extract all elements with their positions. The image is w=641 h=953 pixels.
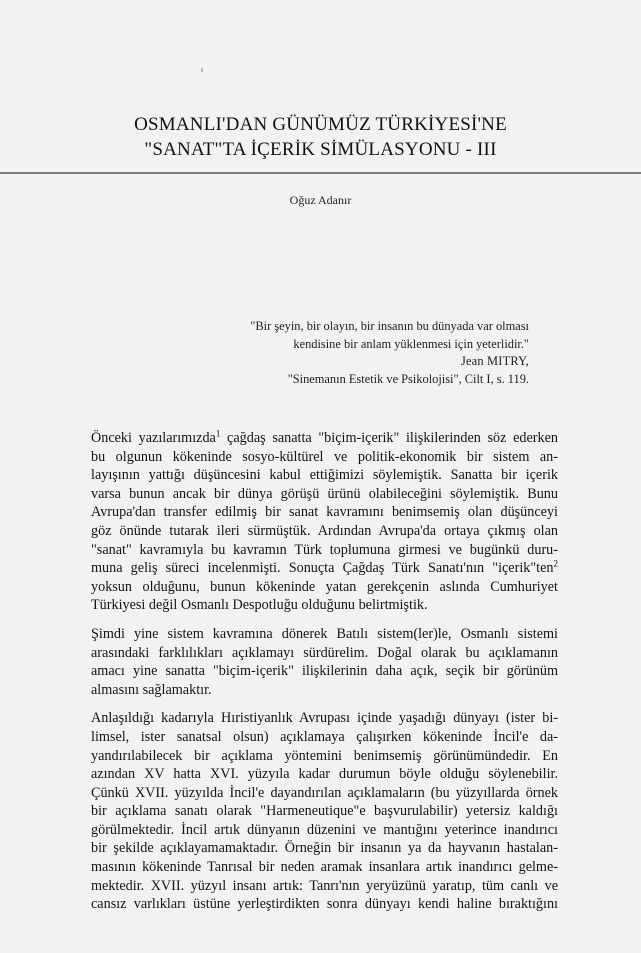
paragraph-line: görülmektedir. İncil artık dünyanın düzenini ve mantığını yeterince inandırıcı <box>91 821 558 838</box>
epigraph-source: "Sinemanın Estetik ve Psikolojisi", Cilt I, s. 119. <box>287 371 529 386</box>
scan-speck <box>201 68 203 72</box>
paragraph-line: mektedir. XVII. yüzyıl insanı artık: Tanrı'nın yeryüzünü yaratıp, tüm canlı ve <box>91 877 558 894</box>
paragraph-line: cansız varlıkları üstüne yerleştirdikten sonra dünyayı kendi haline bıraktığını <box>91 896 558 913</box>
paragraph-line: Önceki yazılarımızda$^1$ çağdaş sanatta "biçim-içerik" ilişkilerinden söz ederken <box>91 428 559 446</box>
paragraph-line: Avrupa'dan transfer edilmiş bir sanat kavramını benimsemiş olan düşünceyi <box>91 504 558 521</box>
paragraph-line: layışının yattığı düşüncesini kabul ettiğimizi söylemiştik. Sanatta bir içerik <box>91 467 558 484</box>
paragraph-line: bu olgunun kökeninde sosyo-kültürel ve politik-ekonomik bir sistem an- <box>91 448 558 465</box>
footnote-ref-1[interactable]: 1 <box>215 428 221 439</box>
paragraph-3 <box>91 709 558 914</box>
paragraph-line: arasındaki farklılıkları açıklamayı sürdürelim. Doğal olarak bu açıklamanın <box>91 644 558 661</box>
title-divider <box>0 172 641 174</box>
paragraph-line: masının kökeninde Tanrısal bir neden aramak insanlara artık inandırıcı gelme- <box>91 859 558 876</box>
epigraph-line-1: "Bir şeyin, bir olayın, bir insanın bu dünyada var olması <box>250 319 529 333</box>
paragraph-line: varsa bunun ancak bir dünya görüşü ürünü olabileceğini söylemiştik. Bunu <box>91 485 558 502</box>
paragraph-line: Türkiyesi değil Osmanlı Despotluğu olduğunu belirtmiştik. <box>91 597 428 614</box>
paragraph-line: göz önünde tutarak ileri sürmüştük. Ardından Avrupa'da ortaya çıkmış olan <box>91 522 558 539</box>
article-body <box>91 429 558 924</box>
paragraph-line: yandırılabilecek bir açıklama yöntemini benimsemiş görünümündedir. En <box>91 747 558 764</box>
epigraph-line-2: kendisine bir anlam yüklenmesi için yeterlidir." <box>293 336 529 351</box>
footnote-ref-2[interactable]: 2 <box>553 558 558 569</box>
paragraph-1 <box>91 429 558 615</box>
paragraph-line: amacı yine sanatta "biçim-içerik" ilişkilerinin daha açık, seçik bir görünüm <box>91 663 558 680</box>
paragraph-line: Şimdi yine sistem kavramına dönerek Batılı sistem(ler)le, Osmanlı sistemi <box>91 625 558 642</box>
paragraph-line: Anlaşıldığı kadarıyla Hıristiyanlık Avrupası içinde yaşadığı dünyayı (ister bi- <box>91 710 558 727</box>
paragraph-line: "sanat" kavramıyla bu kavramın Türk toplumuna girmesi ve bugünkü duru- <box>91 541 558 558</box>
paragraph-line: yoksun olduğunu, bunun kökeninde yatan gerekçenin aslında Cumhuriyet <box>91 578 558 595</box>
title-line-1: OSMANLI'DAN GÜNÜMÜZ TÜRKİYESİ'NE <box>134 114 507 135</box>
paragraph-line: azından XV hatta XVI. yüzyıla kadar durumun böyle olduğu söylenebilir. <box>91 766 558 783</box>
title-line-2: "SANAT"TA İÇERİK SİMÜLASYONU - III <box>144 139 497 160</box>
paragraph-line: limsel, ister sanatsal olsun) açıklamaya çalışırken kökeninde İncil'e da- <box>91 728 558 745</box>
paragraph-line: Çünkü XVII. yüzyılda İncil'e dayandırılan açıklamaların (bu yüzyıllarda örnek <box>91 784 558 801</box>
paragraph-2 <box>91 625 558 699</box>
paragraph-line: almasını sağlamaktır. <box>91 681 212 698</box>
paragraph-line: bir açıklama sanatı olarak "Harmeneutique"e başvurulabilir) yetersiz kaldığı <box>91 803 558 820</box>
article-title <box>0 112 641 162</box>
epigraph <box>109 318 529 388</box>
epigraph-author: Jean MITRY, <box>460 354 529 368</box>
paragraph-line: bir şekilde açıklayamamaktadır. Örneğin bir insanın ya da hayvanın hastalan- <box>91 840 558 857</box>
author-name: Oğuz Adanır <box>289 193 352 207</box>
paragraph-line: muna geliş süreci incelenmişti. Sonuçta Çağdaş Türk Sanatı'nın "içerik"ten$^2$ <box>91 558 558 577</box>
